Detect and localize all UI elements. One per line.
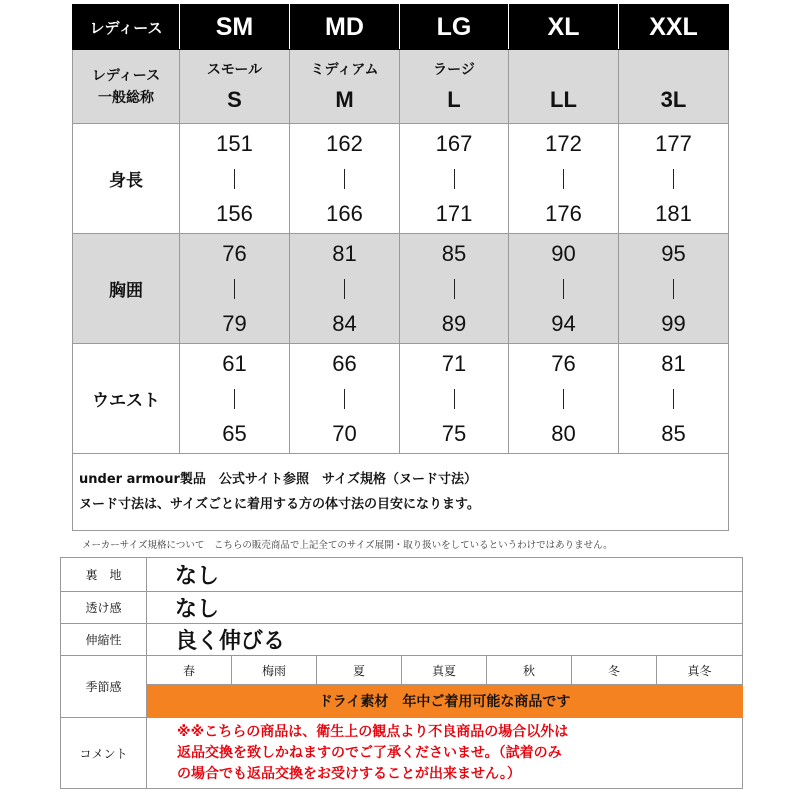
range-bar xyxy=(673,279,674,299)
height-range-cell xyxy=(290,124,400,234)
range-min: 172 xyxy=(545,130,582,156)
range-min: 162 xyxy=(326,130,363,156)
general-code: S xyxy=(227,86,242,112)
general-code: L xyxy=(447,86,461,112)
general-label-line1: レディース xyxy=(91,67,161,84)
range xyxy=(290,350,399,446)
waist-label: ウエスト xyxy=(73,344,180,454)
range xyxy=(290,240,399,336)
range-min: 81 xyxy=(661,350,686,376)
range-min: 90 xyxy=(551,240,576,266)
stretch-label: 伸縮性 xyxy=(61,624,147,656)
range-min: 167 xyxy=(435,130,473,156)
season-rainy: 梅雨 xyxy=(232,656,317,685)
range-max: 75 xyxy=(441,420,467,446)
sheer-row xyxy=(61,592,743,624)
range xyxy=(180,350,289,446)
range-max: 85 xyxy=(661,420,686,446)
general-jp: スモール xyxy=(206,61,263,78)
bust-range-cell xyxy=(290,234,400,344)
general-jp: ラージ xyxy=(433,61,475,78)
waist-row xyxy=(73,344,729,454)
spec-table xyxy=(60,557,743,789)
range-max: 181 xyxy=(655,200,692,226)
general-cell xyxy=(180,50,290,124)
range-max: 176 xyxy=(545,200,582,226)
range-max: 84 xyxy=(332,310,357,336)
season-label: 季節感 xyxy=(61,656,147,718)
range xyxy=(400,130,508,226)
range-bar xyxy=(344,279,345,299)
bust-label: 胸囲 xyxy=(73,234,180,344)
size-md: MD xyxy=(290,5,400,50)
range-min: 85 xyxy=(441,240,467,266)
range-bar xyxy=(454,279,455,299)
range xyxy=(180,130,289,226)
size-note-line1: under armour製品 公式サイト参照 サイズ規格（ヌード寸法） xyxy=(79,472,477,487)
range-min: 95 xyxy=(661,240,686,266)
general-cell xyxy=(290,50,400,124)
comment-row xyxy=(61,718,743,789)
range xyxy=(619,350,728,446)
general-label xyxy=(73,50,180,124)
general-code: M xyxy=(335,86,354,112)
range-min: 76 xyxy=(222,240,247,266)
range xyxy=(509,240,618,336)
sheer-label: 透け感 xyxy=(61,592,147,624)
maker-size-note: メーカーサイズ規格について こちらの販売商品で上記全てのサイズ展開・取り扱いをしているというわけではありません。 xyxy=(82,540,613,551)
range xyxy=(180,240,289,336)
general-size-row xyxy=(73,50,729,124)
range xyxy=(509,130,618,226)
season-banner: ドライ素材 年中ご着用可能な商品です xyxy=(147,685,743,718)
range-min: 151 xyxy=(216,130,253,156)
season-banner-row xyxy=(61,685,743,718)
range-bar xyxy=(454,389,455,409)
range xyxy=(400,350,508,446)
range-max: 156 xyxy=(216,200,253,226)
range-bar xyxy=(673,169,674,189)
sheer-value: なし xyxy=(147,592,743,624)
range-min: 81 xyxy=(332,240,357,266)
range-bar xyxy=(234,279,235,299)
stretch-row xyxy=(61,624,743,656)
season-spring: 春 xyxy=(147,656,232,685)
waist-range-cell xyxy=(400,344,509,454)
season-midwinter: 真冬 xyxy=(657,656,743,685)
height-row xyxy=(73,124,729,234)
waist-range-cell xyxy=(290,344,400,454)
bust-row xyxy=(73,234,729,344)
waist-range-cell xyxy=(180,344,290,454)
general-cell xyxy=(509,50,619,124)
range-min: 66 xyxy=(332,350,357,376)
range xyxy=(619,240,728,336)
comment-text xyxy=(147,718,743,789)
range-min: 177 xyxy=(655,130,692,156)
size-table xyxy=(72,4,729,531)
general-jp xyxy=(509,61,618,79)
range-bar xyxy=(344,169,345,189)
general-cell xyxy=(619,50,729,124)
range-max: 89 xyxy=(441,310,467,336)
size-note-line2: ヌード寸法は、サイズごとに着用する方の体寸法の目安になります。 xyxy=(79,497,480,512)
lining-label: 裏 地 xyxy=(61,558,147,592)
comment-line1: ※※こちらの商品は、衛生上の観点より不良商品の場合以外は xyxy=(177,723,569,740)
height-range-cell xyxy=(400,124,509,234)
comment-line3: の場合でも返品交換をお受けすることが出来ません。） xyxy=(177,765,521,782)
comment-label: コメント xyxy=(61,718,147,789)
waist-range-cell xyxy=(509,344,619,454)
range-max: 166 xyxy=(326,200,363,226)
range-bar xyxy=(234,389,235,409)
size-note-row xyxy=(73,454,729,531)
range-max: 99 xyxy=(661,310,686,336)
general-jp: ミディアム xyxy=(310,61,379,78)
range-max: 94 xyxy=(551,310,576,336)
lining-row xyxy=(61,558,743,592)
lining-value: なし xyxy=(147,558,743,592)
range-bar xyxy=(344,389,345,409)
range-bar xyxy=(563,169,564,189)
range-min: 76 xyxy=(551,350,576,376)
height-range-cell xyxy=(619,124,729,234)
range-max: 79 xyxy=(222,310,247,336)
season-winter: 冬 xyxy=(572,656,657,685)
comment-line2: 返品交換を致しかねますのでご了承くださいませ。（試着のみ xyxy=(177,744,562,761)
header-label: レディース xyxy=(73,5,180,50)
range-max: 80 xyxy=(551,420,576,446)
range xyxy=(400,240,508,336)
range-bar xyxy=(563,279,564,299)
bust-range-cell xyxy=(180,234,290,344)
range-bar xyxy=(234,169,235,189)
bust-range-cell xyxy=(619,234,729,344)
bust-range-cell xyxy=(509,234,619,344)
season-autumn: 秋 xyxy=(487,656,572,685)
range-max: 171 xyxy=(435,200,473,226)
season-summer: 夏 xyxy=(317,656,402,685)
general-code: 3L xyxy=(660,86,687,112)
waist-range-cell xyxy=(619,344,729,454)
size-header-row xyxy=(73,5,729,50)
range-bar xyxy=(563,389,564,409)
bust-range-cell xyxy=(400,234,509,344)
height-range-cell xyxy=(180,124,290,234)
range-bar xyxy=(673,389,674,409)
range-bar xyxy=(454,169,455,189)
range-max: 70 xyxy=(332,420,357,446)
general-code: LL xyxy=(550,86,577,112)
general-cell xyxy=(400,50,509,124)
general-label-line2: 一般総称 xyxy=(98,89,154,106)
general-jp xyxy=(619,61,728,79)
size-xl: XL xyxy=(509,5,619,50)
range-min: 71 xyxy=(441,350,467,376)
stretch-value: 良く伸びる xyxy=(147,624,743,656)
range-min: 61 xyxy=(222,350,247,376)
range xyxy=(290,130,399,226)
size-note xyxy=(73,454,729,531)
height-range-cell xyxy=(509,124,619,234)
height-label: 身長 xyxy=(73,124,180,234)
season-row xyxy=(61,656,743,685)
size-lg: LG xyxy=(400,5,509,50)
size-sm: SM xyxy=(180,5,290,50)
range xyxy=(509,350,618,446)
season-midsummer: 真夏 xyxy=(402,656,487,685)
range xyxy=(619,130,728,226)
range-max: 65 xyxy=(222,420,247,446)
size-xxl: XXL xyxy=(619,5,729,50)
